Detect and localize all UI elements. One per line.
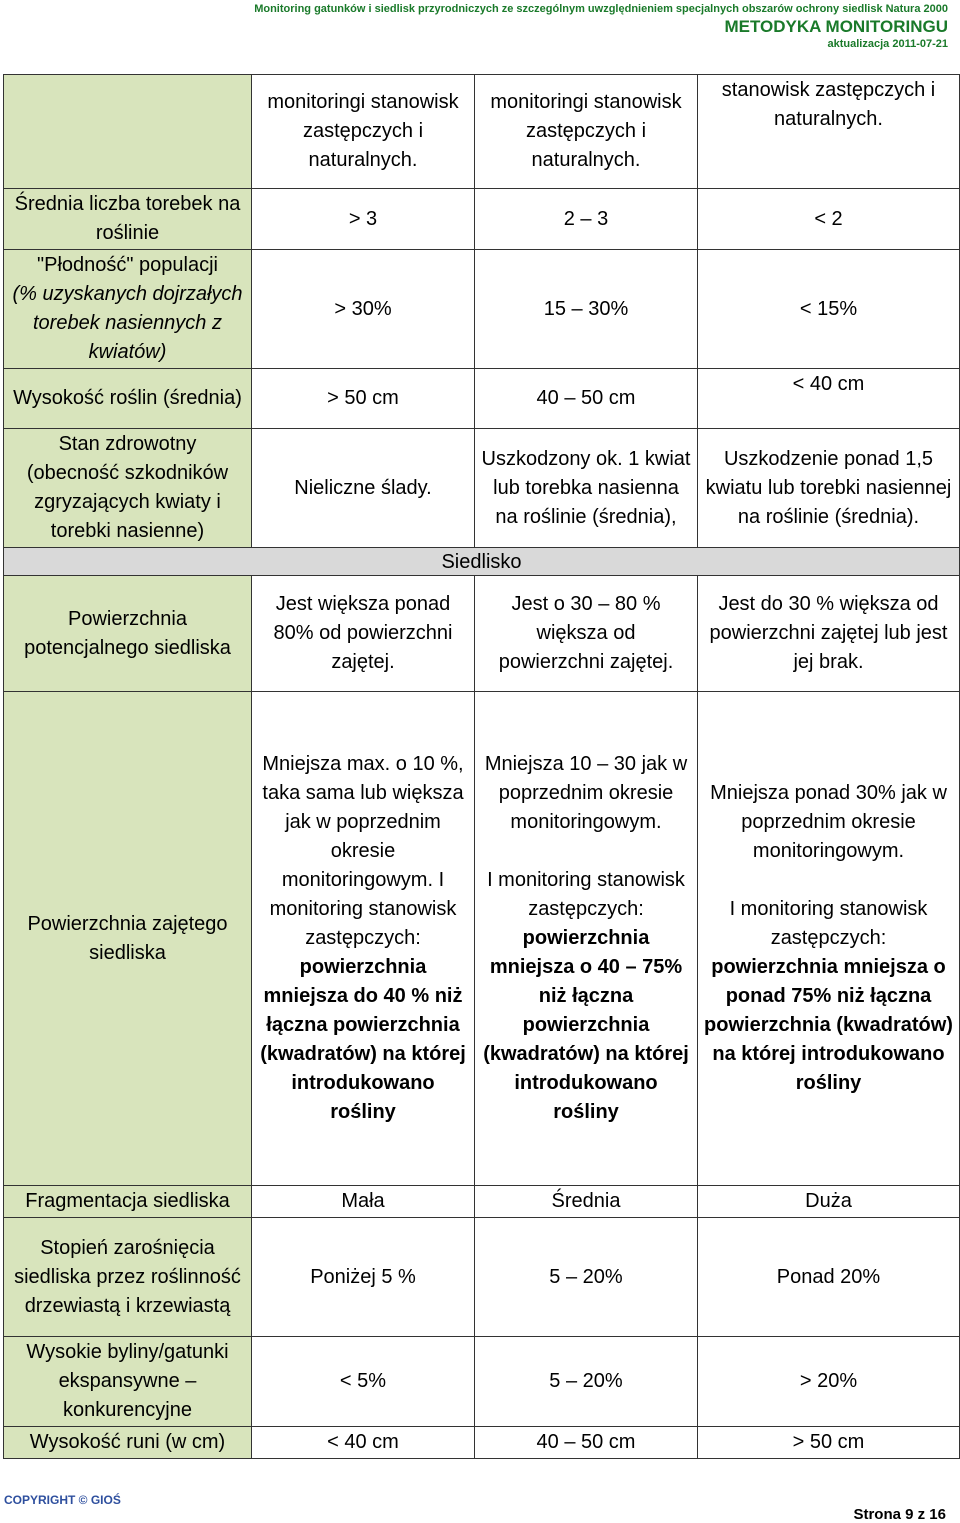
cell-u1: monitoringi stanowisk zastępczych i naturalnych. [475, 75, 698, 189]
cell-fv: < 5% [252, 1337, 475, 1427]
row-label [4, 250, 252, 369]
row-label: Fragmentacja siedliska [4, 1186, 252, 1218]
cell-u2: Ponad 20% [698, 1218, 960, 1337]
row-label: Stopień zarośnięcia siedliska przez roślinność drzewiastą i krzewiastą [4, 1218, 252, 1337]
cell-u1: 15 – 30% [475, 250, 698, 369]
cell-u1: 5 – 20% [475, 1218, 698, 1337]
row-label: Średnia liczba torebek na roślinie [4, 189, 252, 250]
cell-text: I monitoring stanowisk zastępczych: [269, 869, 457, 949]
footer-page-number: Strona 9 z 16 [853, 1506, 946, 1523]
cell-u2: < 2 [698, 189, 960, 250]
table-row [4, 576, 960, 692]
cell-u1 [475, 692, 698, 1186]
row-label: Stan zdrowotny (obecność szkodników zgryzających kwiaty i torebki nasienne) [4, 429, 252, 548]
cell-text: I monitoring stanowisk zastępczych: [729, 898, 928, 949]
cell-u1: Uszkodzony ok. 1 kwiat lub torebka nasienna na roślinie (średnia), [475, 429, 698, 548]
table-row [4, 1186, 960, 1218]
cell-u1: 40 – 50 cm [475, 369, 698, 429]
table-row [4, 75, 960, 189]
cell-text: Mniejsza ponad 30% jak w poprzednim okresie monitoringowym. [710, 782, 947, 862]
cell-u1: Średnia [475, 1186, 698, 1218]
row-label: Wysokość runi (w cm) [4, 1427, 252, 1459]
cell-text-bold: powierzchnia mniejsza o ponad 75% niż łączna powierzchnia (kwadratów) na której introdukowano rośliny [704, 956, 953, 1094]
cell-u2: Duża [698, 1186, 960, 1218]
header-title: Monitoring gatunków i siedlisk przyrodniczych ze szczególnym uwzględnieniem specjalnych obszarów ochrony siedlisk Natura 2000 [254, 3, 948, 15]
cell-text: I monitoring stanowisk zastępczych: [487, 869, 685, 920]
table-row [4, 1337, 960, 1427]
cell-u1: 40 – 50 cm [475, 1427, 698, 1459]
cell-text: Mniejsza 10 – 30 jak w poprzednim okresie monitoringowym. [484, 753, 688, 833]
row-label-note: (% uzyskanych dojrzałych torebek nasiennych z kwiatów) [12, 283, 243, 363]
cell-fv: > 50 cm [252, 369, 475, 429]
footer-copyright: COPYRIGHT © GIOŚ [4, 1493, 121, 1507]
cell-fv: > 30% [252, 250, 475, 369]
cell-u2: Uszkodzenie ponad 1,5 kwiatu lub torebki nasiennej na roślinie (średnia). [698, 429, 960, 548]
cell-fv: monitoringi stanowisk zastępczych i naturalnych. [252, 75, 475, 189]
table-row [4, 189, 960, 250]
row-label [4, 75, 252, 189]
table-row [4, 250, 960, 369]
row-label: Wysokość roślin (średnia) [4, 369, 252, 429]
header-methodology: METODYKA MONITORINGU [724, 17, 948, 36]
cell-u2: < 40 cm [698, 369, 960, 429]
assessment-table [3, 74, 960, 1459]
header-update-date: aktualizacja 2011-07-21 [827, 38, 948, 50]
cell-fv: < 40 cm [252, 1427, 475, 1459]
cell-u2: stanowisk zastępczych i naturalnych. [698, 75, 960, 189]
table-row [4, 429, 960, 548]
cell-fv: Mała [252, 1186, 475, 1218]
cell-fv: > 3 [252, 189, 475, 250]
cell-fv [252, 692, 475, 1186]
cell-text-bold: powierzchnia mniejsza do 40 % niż łączna powierzchnia (kwadratów) na której introdukowano rośliny [260, 956, 466, 1123]
cell-u2 [698, 692, 960, 1186]
cell-fv: Poniżej 5 % [252, 1218, 475, 1337]
cell-fv: Nieliczne ślady. [252, 429, 475, 548]
cell-u2: > 20% [698, 1337, 960, 1427]
row-label: Wysokie byliny/gatunki ekspansywne – konkurencyjne [4, 1337, 252, 1427]
table-row [4, 1427, 960, 1459]
row-label: Powierzchnia potencjalnego siedliska [4, 576, 252, 692]
table-row [4, 369, 960, 429]
section-heading-siedlisko: Siedlisko [4, 548, 960, 576]
cell-u1: 2 – 3 [475, 189, 698, 250]
cell-text-bold: powierzchnia mniejsza o 40 – 75% niż łączna powierzchnia (kwadratów) na której introdukowano rośliny [483, 927, 689, 1123]
cell-u1: Jest o 30 – 80 % większa od powierzchni zajętej. [475, 576, 698, 692]
section-row [4, 548, 960, 576]
table-row [4, 1218, 960, 1337]
table-row [4, 692, 960, 1186]
cell-u1: 5 – 20% [475, 1337, 698, 1427]
cell-u2: > 50 cm [698, 1427, 960, 1459]
row-label-main: "Płodność" populacji [37, 254, 218, 276]
cell-text: Mniejsza max. o 10 %, taka sama lub większa jak w poprzednim okresie monitoringowym. [262, 753, 464, 891]
cell-u2: < 15% [698, 250, 960, 369]
cell-u2: Jest do 30 % większa od powierzchni zajętej lub jest jej brak. [698, 576, 960, 692]
row-label: Powierzchnia zajętego siedliska [4, 692, 252, 1186]
cell-fv: Jest większa ponad 80% od powierzchni zajętej. [252, 576, 475, 692]
